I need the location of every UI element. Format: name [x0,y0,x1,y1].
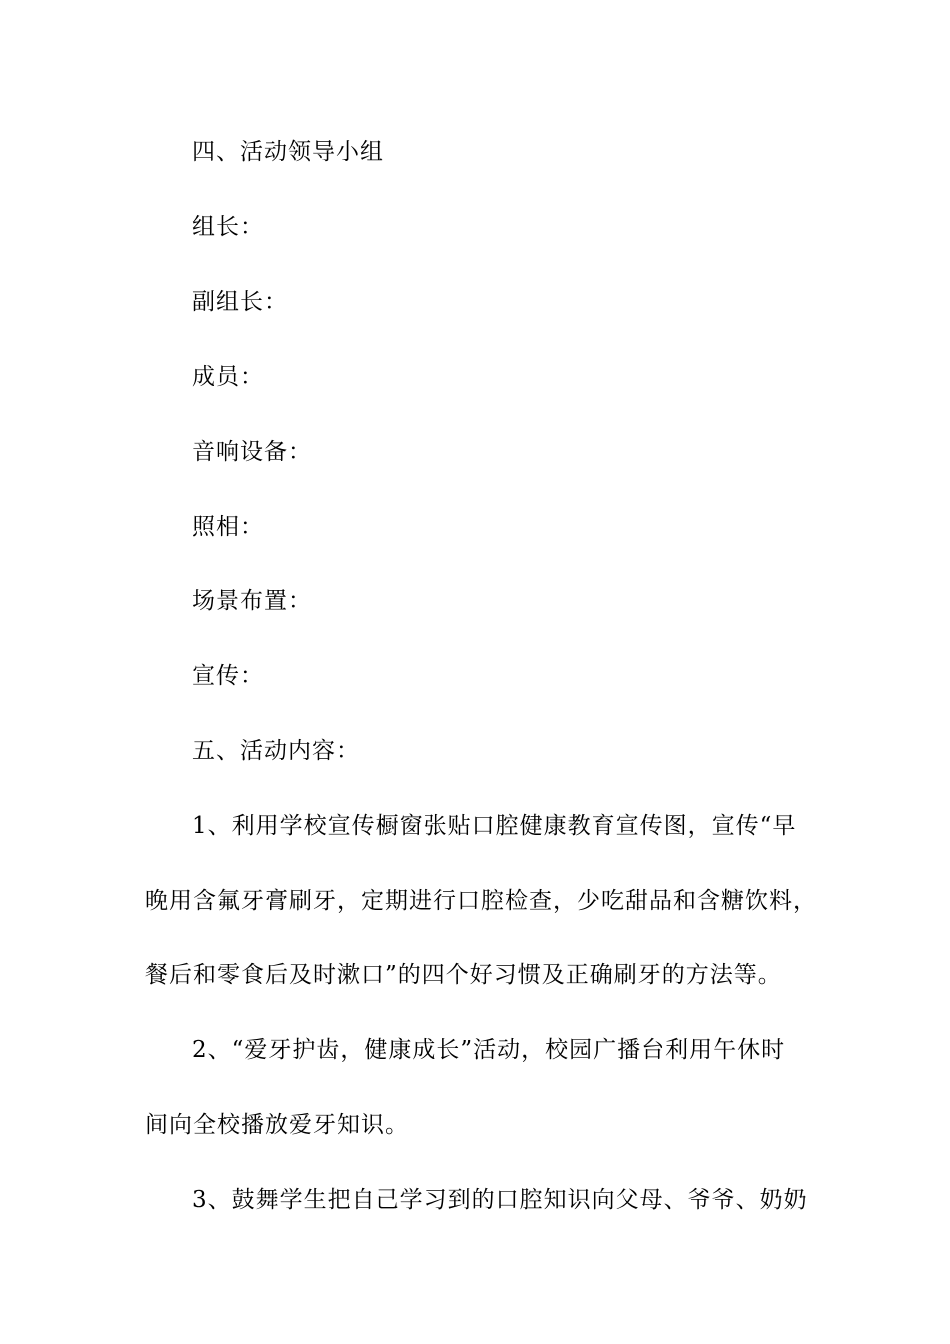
role-leader: 组长： [192,214,264,240]
item1-line2: 晚用含氟牙膏刷牙，定期进行口腔检查，少吃甜品和含糖饮料， [145,888,817,914]
role-members: 成员： [192,364,264,390]
item1-line1: 1、利用学校宣传橱窗张贴口腔健康教育宣传图，宣传“早 [192,813,797,839]
item2-line1: 2、“爱牙护齿，健康成长”活动，校园广播台利用午休时 [192,1037,786,1063]
role-photography: 照相： [192,514,264,540]
role-publicity: 宣传： [192,663,264,689]
section-heading-content: 五、活动内容： [192,738,360,764]
item3-line1: 3、鼓舞学生把自己学习到的口腔知识向父母、爷爷、奶奶 [192,1187,808,1213]
role-audio-equipment: 音响设备： [192,439,312,465]
role-deputy-leader: 副组长： [192,289,288,315]
item2-line2: 间向全校播放爱牙知识。 [145,1112,409,1138]
section-heading-leadership: 四、活动领导小组 [192,139,384,165]
role-stage-setup: 场景布置： [192,588,312,614]
item1-line3: 餐后和零食后及时漱口”的四个好习惯及正确刷牙的方法等。 [145,962,782,988]
